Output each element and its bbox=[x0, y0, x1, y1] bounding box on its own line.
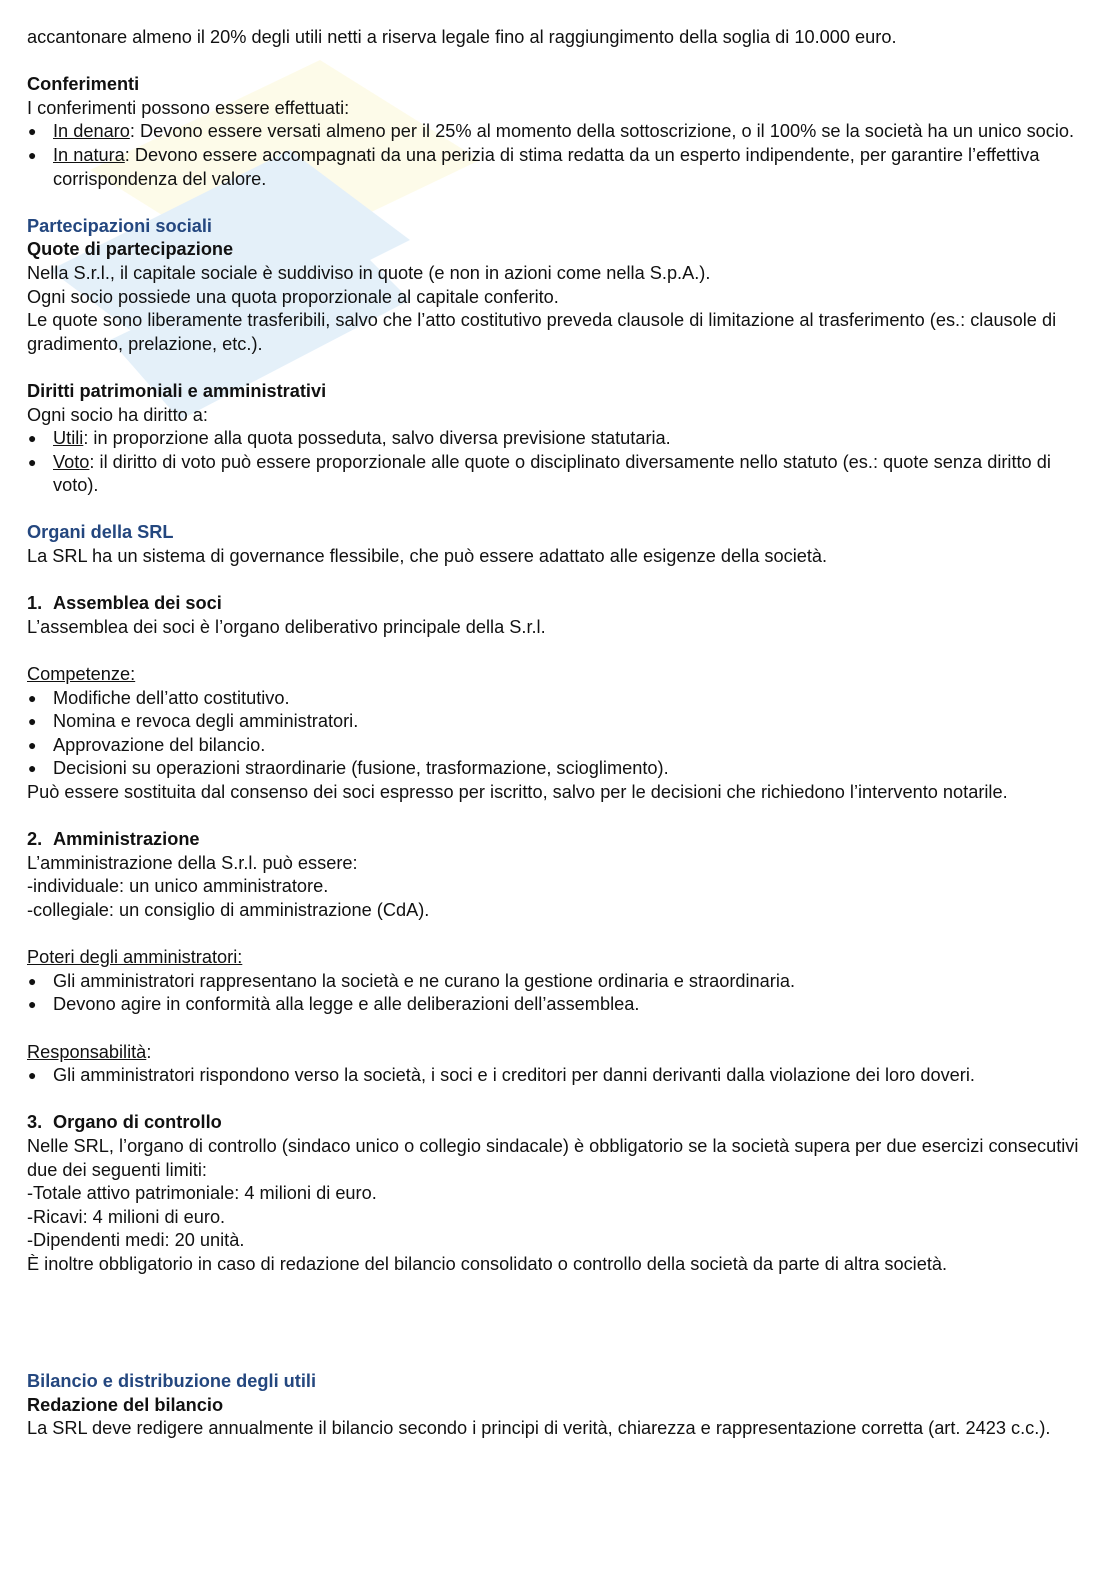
bilancio-text: La SRL deve redigere annualmente il bilancio secondo i principi di verità, chiarezza e rappresentazione corretta (art. 2423 c.c.). bbox=[27, 1418, 1051, 1439]
bilancio-title: Redazione del bilancio bbox=[27, 1394, 224, 1415]
intro-line: accantonare almeno il 20% degli utili netti a riserva legale fino al raggiungimento della soglia di 10.000 euro. bbox=[27, 27, 897, 47]
paragraph-line: Le quote sono liberamente trasferibili, salvo che l’atto costitutivo preveda clausole di limitazione al trasferimento (es.: clausole di gradimento, prelazione, etc.). bbox=[27, 310, 1057, 354]
conferimenti-title: Conferimenti bbox=[27, 74, 140, 95]
list-item: ● Nomina e revoca degli amministratori. bbox=[27, 710, 1080, 734]
poteri-label: Poteri degli amministratori: bbox=[27, 947, 243, 968]
poteri-list bbox=[27, 970, 1080, 1017]
item-label: In natura bbox=[53, 144, 125, 165]
paragraph-line: -collegiale: un consiglio di amministrazione (CdA). bbox=[27, 899, 430, 920]
item-text: : Devono essere accompagnati da una perizia di stima redatta da un esperto indipendente, per garantire l’effettiva corrispondenza del valore. bbox=[53, 144, 1040, 189]
paragraph-line: Ogni socio possiede una quota proporzionale al capitale conferito. bbox=[27, 286, 559, 307]
responsabilita-colon: : bbox=[146, 1041, 152, 1062]
responsabilita-list bbox=[27, 1064, 1080, 1088]
assemblea-text: L’assemblea dei soci è l’organo deliberativo principale della S.r.l. bbox=[27, 616, 546, 637]
list-item bbox=[27, 451, 1080, 498]
section-title-text: Amministrazione bbox=[53, 829, 200, 850]
paragraph-line: L’amministrazione della S.r.l. può essere: bbox=[27, 852, 358, 873]
item-text: : in proporzione alla quota posseduta, salvo diversa previsione statutaria. bbox=[83, 428, 671, 449]
paragraph-line: Nella S.r.l., il capitale sociale è suddiviso in quote (e non in azioni come nella S.p.A.). bbox=[27, 262, 711, 283]
list-item: ● Gli amministratori rispondono verso la società, i soci e i creditori per danni derivanti dalla violazione dei loro doveri. bbox=[27, 1064, 1080, 1088]
list-item: ● Approvazione del bilancio. bbox=[27, 734, 1080, 758]
conferimenti-list bbox=[27, 120, 1080, 191]
section-number: 1. bbox=[27, 593, 43, 614]
list-item: ● Modifiche dell’atto costitutivo. bbox=[27, 687, 1080, 711]
paragraph-line: -Ricavi: 4 milioni di euro. bbox=[27, 1206, 226, 1227]
controllo-title bbox=[27, 1111, 1080, 1135]
diritti-text: Ogni socio ha diritto a: bbox=[27, 404, 208, 425]
list-item bbox=[27, 427, 1080, 451]
section-heading-organi: Organi della SRL bbox=[27, 522, 174, 543]
list-item: ● Decisioni su operazioni straordinarie (fusione, trasformazione, scioglimento). bbox=[27, 757, 1080, 781]
diritti-list bbox=[27, 427, 1080, 498]
item-label: Voto bbox=[53, 451, 90, 472]
list-item bbox=[27, 120, 1080, 144]
paragraph-line: -Dipendenti medi: 20 unità. bbox=[27, 1230, 245, 1251]
assemblea-note: Può essere sostituita dal consenso dei soci espresso per iscritto, salvo per le decisioni che richiedono l’intervento notarile. bbox=[27, 782, 1008, 802]
paragraph-line: -Totale attivo patrimoniale: 4 milioni di euro. bbox=[27, 1183, 377, 1204]
responsabilita-label: Responsabilità bbox=[27, 1041, 147, 1062]
quote-title: Quote di partecipazione bbox=[27, 239, 234, 260]
item-text: : Devono essere versati almeno per il 25% al momento della sottoscrizione, o il 100% se la società ha un unico socio. bbox=[129, 121, 1075, 142]
paragraph-line: -individuale: un unico amministratore. bbox=[27, 876, 329, 897]
section-heading-partecipazioni: Partecipazioni sociali bbox=[27, 215, 212, 236]
paragraph-line: È inoltre obbligatorio in caso di redazione del bilancio consolidato o controllo della società da parte di altra società. bbox=[27, 1253, 948, 1274]
section-title-text: Assemblea dei soci bbox=[53, 593, 222, 614]
list-item: ● Gli amministratori rappresentano la società e ne curano la gestione ordinaria e straordinaria. bbox=[27, 970, 1080, 994]
diritti-title: Diritti patrimoniali e amministrativi bbox=[27, 380, 327, 401]
list-item: ● Devono agire in conformità alla legge e alle deliberazioni dell’assemblea. bbox=[27, 993, 1080, 1017]
list-item bbox=[27, 144, 1080, 191]
responsabilita-label-line bbox=[27, 1041, 1080, 1065]
item-label: In denaro bbox=[53, 121, 130, 142]
item-label: Utili bbox=[53, 428, 84, 449]
section-heading-bilancio: Bilancio e distribuzione degli utili bbox=[27, 1371, 317, 1392]
item-text: : il diritto di voto può essere proporzionale alle quote o disciplinato diversamente nello statuto (es.: quote senza diritto di voto). bbox=[53, 451, 1051, 496]
section-number: 3. bbox=[27, 1112, 43, 1133]
competenze-label: Competenze: bbox=[27, 664, 136, 685]
assemblea-title bbox=[27, 592, 1080, 616]
section-number: 2. bbox=[27, 829, 43, 850]
paragraph-line: Nelle SRL, l’organo di controllo (sindaco unico o collegio sindacale) è obbligatorio se la società supera per due esercizi consecutivi due dei seguenti limiti: bbox=[27, 1135, 1079, 1180]
amministrazione-title bbox=[27, 828, 1080, 852]
competenze-list bbox=[27, 687, 1080, 781]
conferimenti-text: I conferimenti possono essere effettuati: bbox=[27, 97, 350, 118]
organi-intro: La SRL ha un sistema di governance flessibile, che può essere adattato alle esigenze della società. bbox=[27, 546, 828, 567]
section-title-text: Organo di controllo bbox=[53, 1112, 222, 1133]
